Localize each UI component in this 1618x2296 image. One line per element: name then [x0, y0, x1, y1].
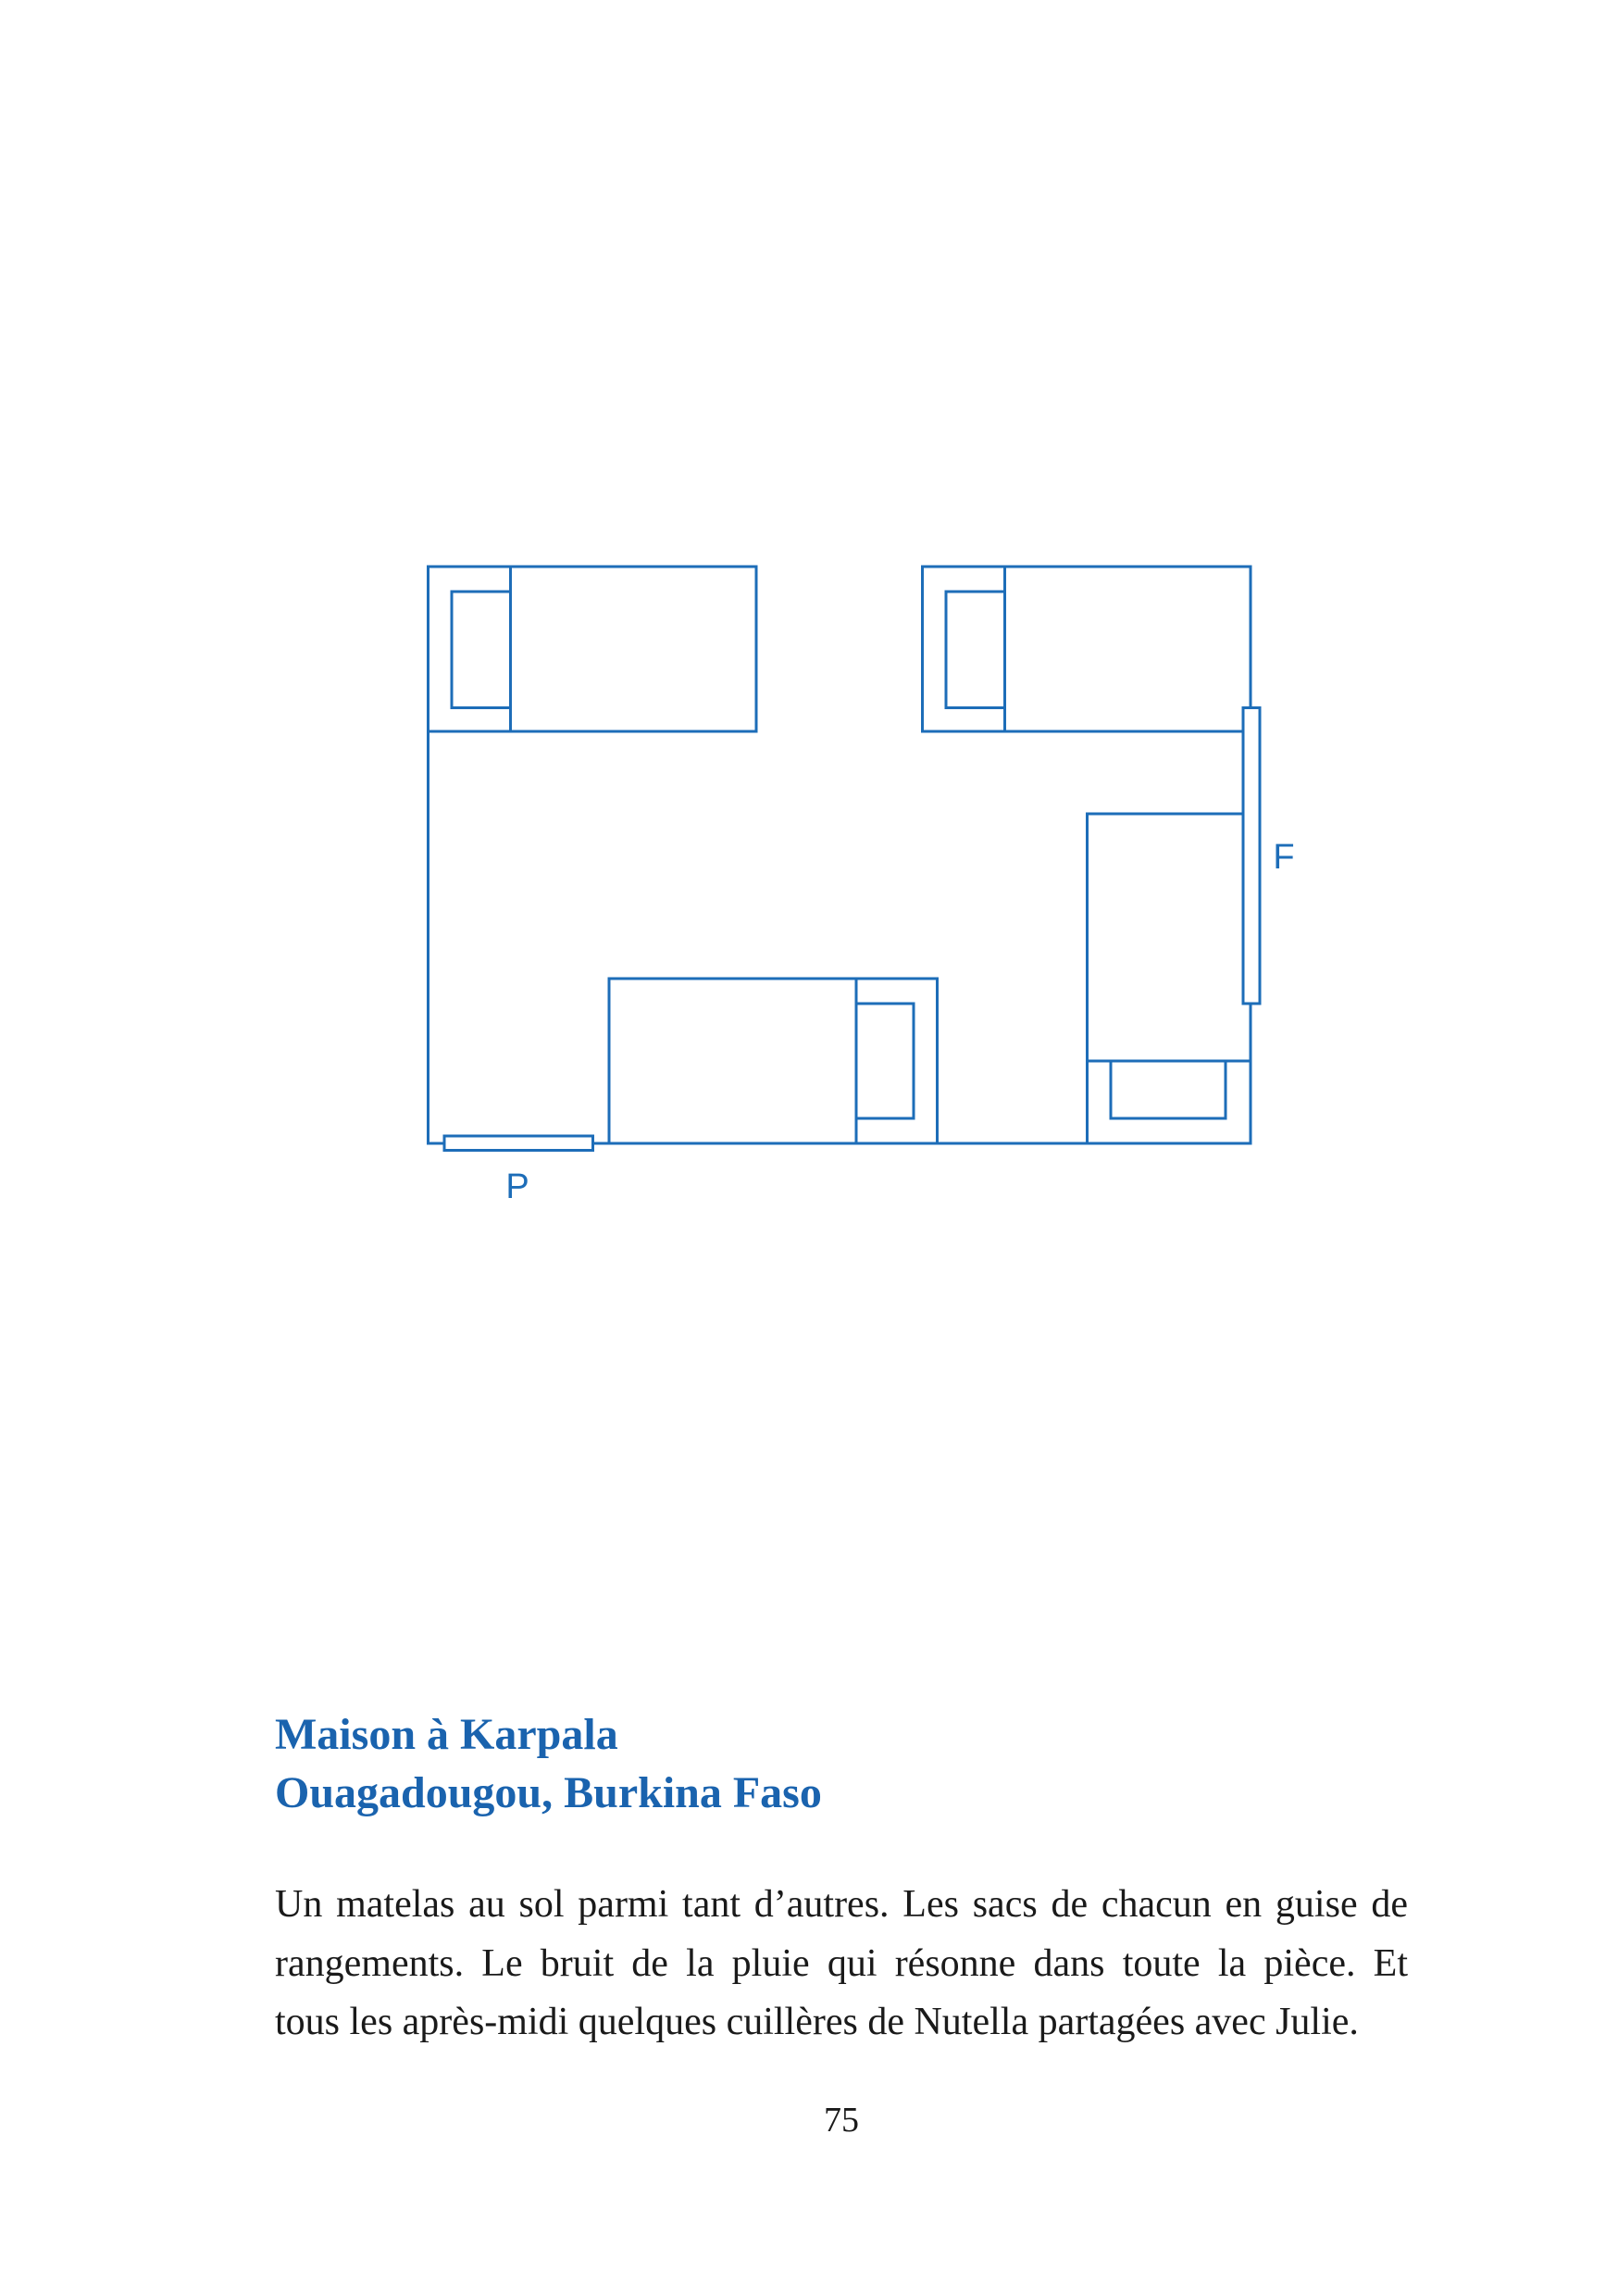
bed-bottom-middle-pillow	[856, 1004, 914, 1118]
caption-title-city: Ouagadougou, Burkina Faso	[275, 1768, 822, 1817]
body-paragraph	[275, 1876, 1408, 2053]
caption-title-place: Maison à Karpala	[275, 1710, 618, 1759]
bed-right-pillow	[1111, 1061, 1226, 1118]
body-line: tous les après-midi quelques cuillères de Nutella partagées avec Julie.	[275, 2001, 1359, 2044]
page-number: 75	[824, 2101, 859, 2140]
body-line: rangements. Le bruit de la pluie qui résonne dans toute la pièce. Et	[275, 1941, 1408, 1985]
door-label: P	[505, 1167, 529, 1206]
door	[444, 1136, 593, 1151]
window	[1243, 708, 1260, 1004]
bed-top-left-pillow	[452, 592, 511, 708]
window-label: F	[1273, 838, 1295, 877]
bed-top-right-pillow	[946, 592, 1005, 708]
body-line: Un matelas au sol parmi tant d’autres. Les sacs de chacun en guise de	[275, 1883, 1408, 1926]
